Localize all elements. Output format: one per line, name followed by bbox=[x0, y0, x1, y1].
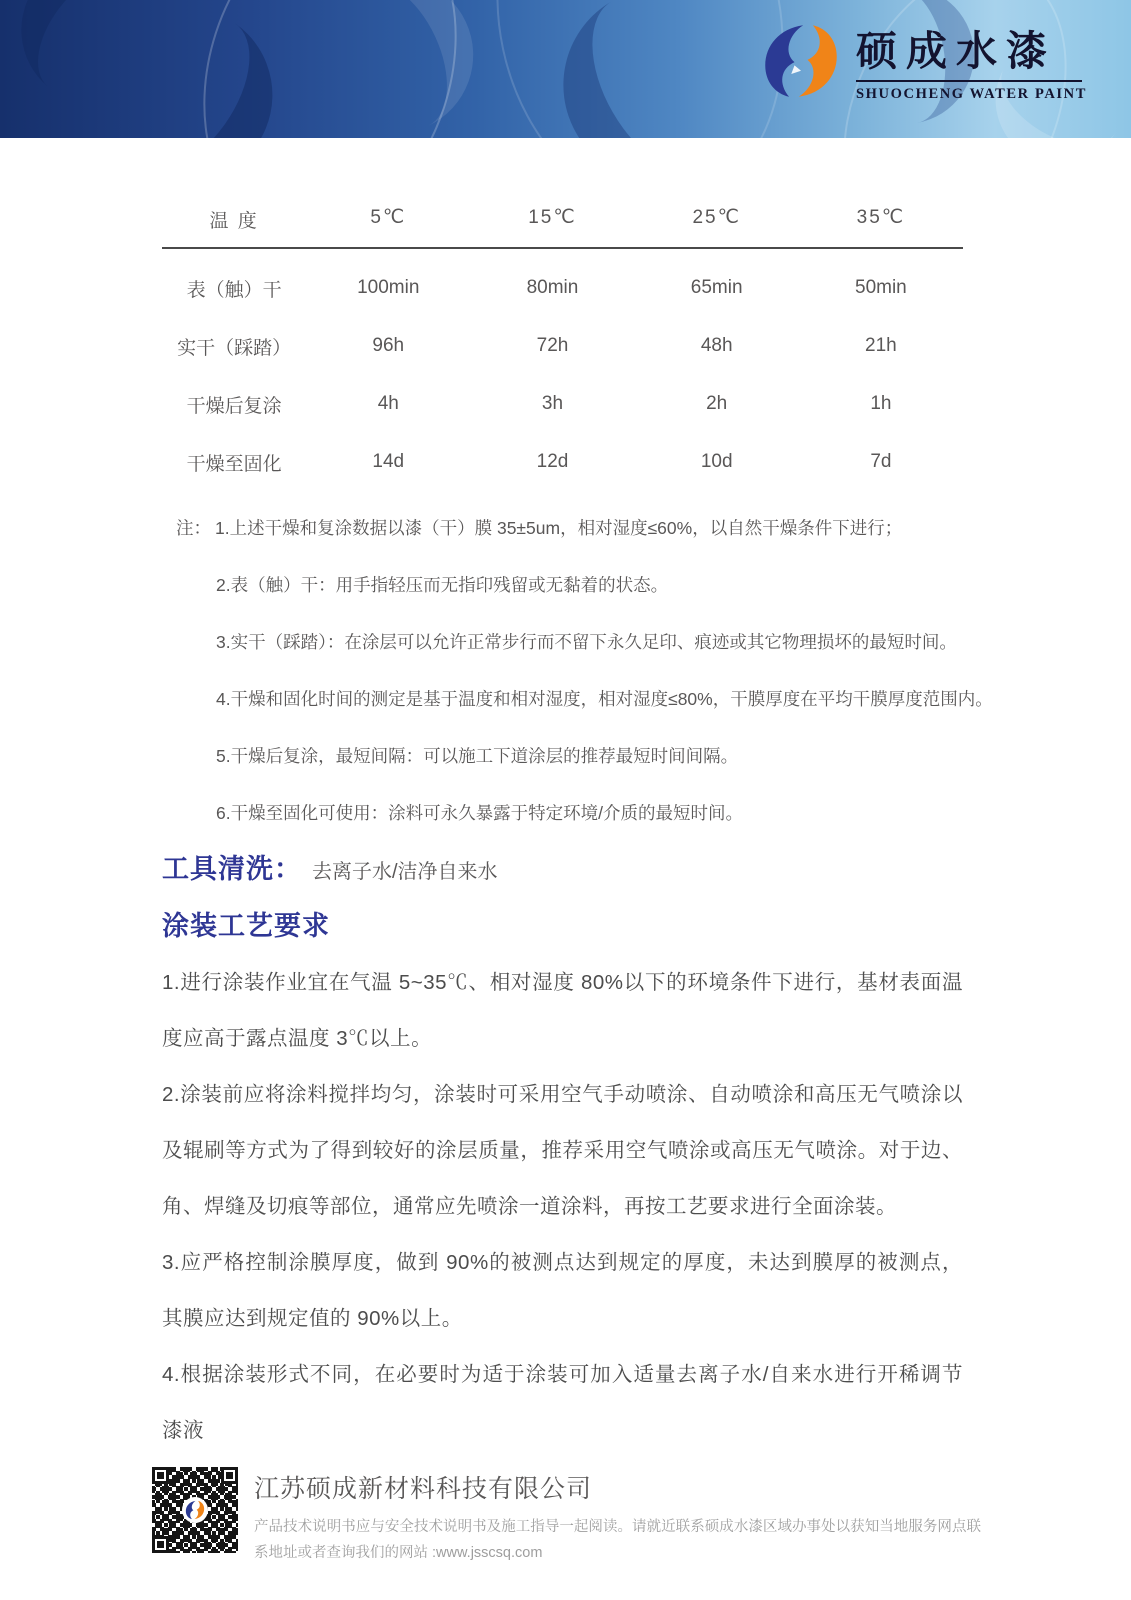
paragraph: 3.应严格控制涂膜厚度，做到 90%的被测点达到规定的厚度，未达到膜厚的被测点，其膜应达到规定值的 90%以上。 bbox=[162, 1251, 963, 1330]
table-row bbox=[162, 317, 963, 375]
brand-name-chinese: 硕成水漆 bbox=[856, 28, 1056, 74]
row-value: 14d bbox=[372, 451, 405, 472]
document-body bbox=[0, 138, 1131, 1459]
page-footer bbox=[152, 1467, 981, 1566]
brand-name-english: SHUOCHENG WATER PAINT bbox=[856, 86, 1087, 102]
company-name: 江苏硕成新材料科技有限公司 bbox=[254, 1475, 593, 1503]
row-value: 12d bbox=[536, 451, 569, 472]
row-label: 干燥至固化 bbox=[186, 453, 282, 475]
note-text: 1.上述干燥和复涂数据以漆（干）膜 35±5um，相对湿度≤60%，以自然干燥条件下进行； bbox=[215, 518, 903, 538]
note-item: 3.实干（踩踏）：在涂层可以允许正常步行而不留下永久足印、痕迹或其它物理损坏的最短时间。 bbox=[216, 632, 957, 652]
row-value: 72h bbox=[536, 335, 569, 356]
footer-disclaimer: 产品技术说明书应与安全技术说明书及施工指导一起阅读。请就近联系硕成水漆区域办事处以获知当地服务网点联系地址或者查询我们的网站 :www.jsscsq.com bbox=[254, 1519, 981, 1561]
note-item: 5.干燥后复涂，最短间隔：可以施工下道涂层的推荐最短时间间隔。 bbox=[216, 746, 739, 766]
note-item bbox=[162, 499, 963, 556]
brand-text-block bbox=[856, 18, 1087, 103]
row-value: 2h bbox=[706, 393, 728, 414]
coating-process-paragraphs bbox=[162, 955, 963, 1459]
table-col-5c: 5℃ bbox=[370, 207, 407, 228]
row-label: 实干（踩踏） bbox=[177, 337, 292, 359]
note-item: 4.干燥和固化时间的测定是基于温度和相对湿度，相对湿度≤80%，干膜厚度在平均干膜厚度范围内。 bbox=[216, 689, 993, 709]
row-value: 65min bbox=[690, 277, 743, 298]
qr-finder-icon bbox=[152, 1467, 169, 1484]
header-banner bbox=[0, 0, 1131, 138]
table-col-15c: 15℃ bbox=[528, 207, 577, 228]
qr-center-logo bbox=[182, 1497, 208, 1523]
brand-logo bbox=[762, 18, 1087, 103]
table-row bbox=[162, 375, 963, 433]
table-row bbox=[162, 433, 963, 491]
table-header-row bbox=[162, 200, 963, 249]
qr-finder-icon bbox=[152, 1536, 169, 1553]
paragraph: 2.涂装前应将涂料搅拌均匀，涂装时可采用空气手动喷涂、自动喷涂和高压无气喷涂以及辊刷等方式为了得到较好的涂层质量，推荐采用空气喷涂或高压无气喷涂。对于边、角、焊缝及切痕等部位，通常应先喷涂一道涂料，再按工艺要求进行全面涂装。 bbox=[162, 1083, 963, 1218]
brand-logo-icon bbox=[762, 22, 840, 100]
row-value: 4h bbox=[377, 393, 399, 414]
row-value: 3h bbox=[541, 393, 564, 414]
note-prefix: 注： bbox=[176, 518, 211, 538]
paragraph: 4.根据涂装形式不同，在必要时为适于涂装可加入适量去离子水/自来水进行开稀调节漆液 bbox=[162, 1363, 963, 1442]
brand-divider bbox=[856, 80, 1082, 82]
row-value: 10d bbox=[700, 451, 733, 472]
tool-cleaning-title: 工具清洗： bbox=[162, 854, 302, 884]
table-col-25c: 25℃ bbox=[692, 207, 741, 228]
table-row bbox=[162, 259, 963, 317]
coating-process-title: 涂装工艺要求 bbox=[162, 911, 330, 941]
tool-cleaning-value: 去离子水/洁净自来水 bbox=[312, 861, 498, 883]
note-item: 2.表（触）干：用手指轻压而无指印残留或无黏着的状态。 bbox=[216, 575, 669, 595]
row-value: 1h bbox=[870, 393, 892, 414]
row-label: 表（触）干 bbox=[186, 279, 282, 301]
brand-logo-icon bbox=[185, 1500, 205, 1520]
table-col-35c: 35℃ bbox=[856, 207, 906, 228]
row-value: 100min bbox=[357, 277, 420, 298]
paragraph: 1.进行涂装作业宜在气温 5~35℃、相对湿度 80%以下的环境条件下进行，基材表面温度应高于露点温度 3℃以上。 bbox=[162, 971, 963, 1050]
table-body bbox=[162, 249, 963, 491]
row-value: 21h bbox=[865, 335, 897, 356]
footer-text-block bbox=[254, 1467, 981, 1566]
row-value: 80min bbox=[526, 277, 579, 298]
row-label: 干燥后复涂 bbox=[186, 395, 282, 417]
notes-section bbox=[162, 499, 993, 841]
table-col-temperature: 温 度 bbox=[209, 211, 259, 232]
row-value: 7d bbox=[870, 451, 892, 472]
drying-time-table bbox=[162, 200, 963, 491]
row-value: 96h bbox=[372, 335, 405, 356]
qr-finder-icon bbox=[221, 1467, 238, 1484]
tool-cleaning-section bbox=[162, 847, 963, 886]
row-value: 48h bbox=[700, 335, 733, 356]
qr-code bbox=[152, 1467, 238, 1553]
note-item: 6.干燥至固化可使用：涂料可永久暴露于特定环境/介质的最短时间。 bbox=[216, 803, 743, 823]
row-value: 50min bbox=[855, 277, 907, 298]
